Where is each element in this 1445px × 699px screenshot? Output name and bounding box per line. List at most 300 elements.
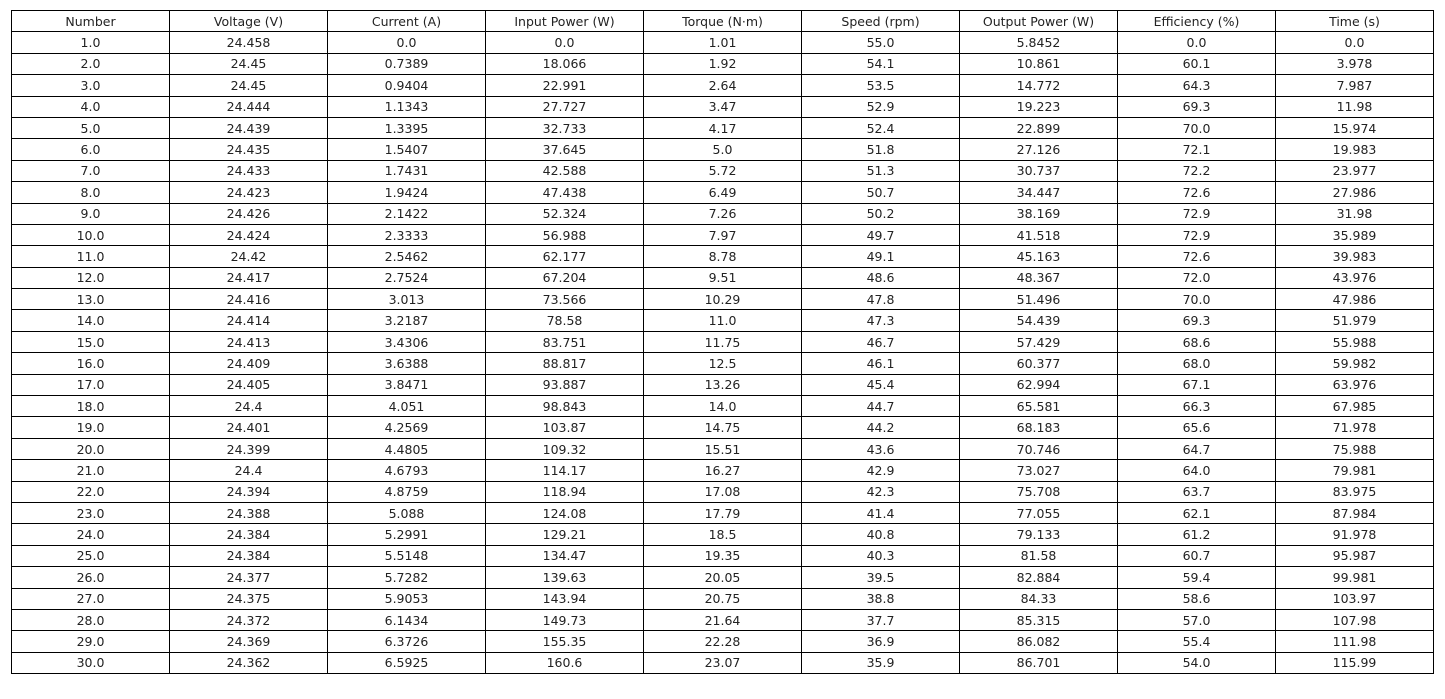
table-cell: 62.1: [1118, 502, 1276, 523]
table-row: [12, 567, 1434, 588]
table-cell: 50.2: [802, 203, 960, 224]
table-cell: 139.63: [486, 567, 644, 588]
table-row: [12, 267, 1434, 288]
table-cell: 19.0: [12, 417, 170, 438]
table-cell: 68.0: [1118, 353, 1276, 374]
table-cell: 6.3726: [328, 631, 486, 652]
table-cell: 45.4: [802, 374, 960, 395]
table-cell: 1.7431: [328, 160, 486, 181]
table-cell: 63.7: [1118, 481, 1276, 502]
table-cell: 5.5148: [328, 545, 486, 566]
table-cell: 49.1: [802, 246, 960, 267]
table-cell: 13.26: [644, 374, 802, 395]
table-cell: 52.9: [802, 96, 960, 117]
table-cell: 17.08: [644, 481, 802, 502]
table-cell: 62.994: [960, 374, 1118, 395]
table-cell: 1.5407: [328, 139, 486, 160]
table-cell: 19.35: [644, 545, 802, 566]
table-cell: 51.8: [802, 139, 960, 160]
table-cell: 60.7: [1118, 545, 1276, 566]
table-cell: 63.976: [1276, 374, 1434, 395]
table-cell: 114.17: [486, 460, 644, 481]
table-cell: 15.974: [1276, 117, 1434, 138]
table-row: [12, 417, 1434, 438]
table-cell: 19.223: [960, 96, 1118, 117]
table-cell: 2.1422: [328, 203, 486, 224]
table-cell: 16.0: [12, 353, 170, 374]
table-cell: 44.7: [802, 396, 960, 417]
table-cell: 13.0: [12, 289, 170, 310]
table-row: [12, 524, 1434, 545]
table-cell: 47.986: [1276, 289, 1434, 310]
table-cell: 39.983: [1276, 246, 1434, 267]
table-cell: 3.8471: [328, 374, 486, 395]
table-cell: 19.983: [1276, 139, 1434, 160]
table-cell: 5.72: [644, 160, 802, 181]
table-header: [12, 11, 1434, 32]
table-cell: 24.426: [170, 203, 328, 224]
table-cell: 67.985: [1276, 396, 1434, 417]
table-row: [12, 331, 1434, 352]
table-cell: 95.987: [1276, 545, 1434, 566]
table-row: [12, 32, 1434, 53]
table-row: [12, 588, 1434, 609]
table-cell: 43.976: [1276, 267, 1434, 288]
table-cell: 48.6: [802, 267, 960, 288]
table-cell: 44.2: [802, 417, 960, 438]
table-cell: 24.377: [170, 567, 328, 588]
table-row: [12, 139, 1434, 160]
table-row: [12, 652, 1434, 673]
table-cell: 18.066: [486, 53, 644, 74]
table-cell: 30.737: [960, 160, 1118, 181]
table-cell: 12.0: [12, 267, 170, 288]
table-cell: 99.981: [1276, 567, 1434, 588]
table-cell: 67.1: [1118, 374, 1276, 395]
table-cell: 2.64: [644, 75, 802, 96]
table-cell: 3.47: [644, 96, 802, 117]
table-cell: 7.97: [644, 224, 802, 245]
table-cell: 17.0: [12, 374, 170, 395]
table-row: [12, 53, 1434, 74]
table-row: [12, 374, 1434, 395]
table-row: [12, 310, 1434, 331]
table-cell: 72.2: [1118, 160, 1276, 181]
table-cell: 118.94: [486, 481, 644, 502]
table-cell: 51.496: [960, 289, 1118, 310]
table-cell: 82.884: [960, 567, 1118, 588]
table-row: [12, 289, 1434, 310]
table-cell: 20.0: [12, 438, 170, 459]
table-cell: 69.3: [1118, 96, 1276, 117]
table-cell: 10.0: [12, 224, 170, 245]
table-cell: 30.0: [12, 652, 170, 673]
table-cell: 24.409: [170, 353, 328, 374]
table-cell: 54.0: [1118, 652, 1276, 673]
table-cell: 84.33: [960, 588, 1118, 609]
table-cell: 24.405: [170, 374, 328, 395]
table-cell: 129.21: [486, 524, 644, 545]
table-cell: 39.5: [802, 567, 960, 588]
table-cell: 8.78: [644, 246, 802, 267]
table-cell: 4.2569: [328, 417, 486, 438]
motor-test-table: [11, 10, 1434, 674]
table-cell: 3.013: [328, 289, 486, 310]
table-cell: 11.0: [12, 246, 170, 267]
table-cell: 58.6: [1118, 588, 1276, 609]
table-cell: 98.843: [486, 396, 644, 417]
table-cell: 9.51: [644, 267, 802, 288]
table-cell: 3.978: [1276, 53, 1434, 74]
table-cell: 27.986: [1276, 182, 1434, 203]
column-header: Current (A): [328, 11, 486, 32]
table-cell: 45.163: [960, 246, 1118, 267]
table-row: [12, 246, 1434, 267]
table-cell: 14.772: [960, 75, 1118, 96]
table-cell: 83.751: [486, 331, 644, 352]
table-cell: 22.0: [12, 481, 170, 502]
table-cell: 79.981: [1276, 460, 1434, 481]
column-header: Voltage (V): [170, 11, 328, 32]
table-cell: 3.6388: [328, 353, 486, 374]
table-cell: 24.401: [170, 417, 328, 438]
table-cell: 86.701: [960, 652, 1118, 673]
table-cell: 14.75: [644, 417, 802, 438]
table-cell: 49.7: [802, 224, 960, 245]
column-header: Efficiency (%): [1118, 11, 1276, 32]
table-cell: 47.3: [802, 310, 960, 331]
table-cell: 27.126: [960, 139, 1118, 160]
table-cell: 40.3: [802, 545, 960, 566]
table-cell: 24.439: [170, 117, 328, 138]
table-cell: 1.3395: [328, 117, 486, 138]
table-cell: 1.1343: [328, 96, 486, 117]
table-cell: 5.2991: [328, 524, 486, 545]
table-cell: 24.416: [170, 289, 328, 310]
table-cell: 0.0: [1276, 32, 1434, 53]
table-cell: 42.588: [486, 160, 644, 181]
table-cell: 32.733: [486, 117, 644, 138]
table-cell: 59.982: [1276, 353, 1434, 374]
table-cell: 73.566: [486, 289, 644, 310]
table-cell: 87.984: [1276, 502, 1434, 523]
table-cell: 41.4: [802, 502, 960, 523]
table-cell: 35.9: [802, 652, 960, 673]
table-cell: 48.367: [960, 267, 1118, 288]
column-header: Torque (N·m): [644, 11, 802, 32]
table-row: [12, 396, 1434, 417]
table-cell: 109.32: [486, 438, 644, 459]
table-cell: 0.9404: [328, 75, 486, 96]
table-cell: 0.0: [486, 32, 644, 53]
table-cell: 52.324: [486, 203, 644, 224]
table-row: [12, 224, 1434, 245]
table-cell: 93.887: [486, 374, 644, 395]
table-cell: 20.05: [644, 567, 802, 588]
table-cell: 37.7: [802, 609, 960, 630]
table-cell: 35.989: [1276, 224, 1434, 245]
table-cell: 59.4: [1118, 567, 1276, 588]
table-cell: 27.727: [486, 96, 644, 117]
table-body: [12, 32, 1434, 674]
table-cell: 10.861: [960, 53, 1118, 74]
table-cell: 0.0: [1118, 32, 1276, 53]
table-cell: 5.0: [644, 139, 802, 160]
column-header: Input Power (W): [486, 11, 644, 32]
table-cell: 67.204: [486, 267, 644, 288]
table-cell: 65.581: [960, 396, 1118, 417]
table-cell: 0.0: [328, 32, 486, 53]
table-cell: 47.438: [486, 182, 644, 203]
table-cell: 27.0: [12, 588, 170, 609]
table-cell: 14.0: [12, 310, 170, 331]
table-cell: 11.98: [1276, 96, 1434, 117]
table-cell: 70.0: [1118, 289, 1276, 310]
table-cell: 24.388: [170, 502, 328, 523]
table-row: [12, 438, 1434, 459]
table-cell: 79.133: [960, 524, 1118, 545]
table-cell: 107.98: [1276, 609, 1434, 630]
column-header: Speed (rpm): [802, 11, 960, 32]
table-cell: 88.817: [486, 353, 644, 374]
table-cell: 72.6: [1118, 246, 1276, 267]
table-cell: 42.3: [802, 481, 960, 502]
table-cell: 20.75: [644, 588, 802, 609]
table-cell: 11.0: [644, 310, 802, 331]
table-cell: 64.3: [1118, 75, 1276, 96]
table-cell: 1.9424: [328, 182, 486, 203]
table-cell: 24.424: [170, 224, 328, 245]
table-cell: 68.183: [960, 417, 1118, 438]
table-cell: 15.51: [644, 438, 802, 459]
table-cell: 16.27: [644, 460, 802, 481]
header-row: [12, 11, 1434, 32]
table-cell: 24.45: [170, 53, 328, 74]
table-cell: 57.429: [960, 331, 1118, 352]
table-row: [12, 460, 1434, 481]
table-cell: 46.1: [802, 353, 960, 374]
table-cell: 75.708: [960, 481, 1118, 502]
table-cell: 5.0: [12, 117, 170, 138]
table-cell: 10.29: [644, 289, 802, 310]
table-cell: 77.055: [960, 502, 1118, 523]
table-cell: 1.92: [644, 53, 802, 74]
table-cell: 5.8452: [960, 32, 1118, 53]
table-row: [12, 631, 1434, 652]
table-cell: 3.2187: [328, 310, 486, 331]
table-cell: 72.9: [1118, 203, 1276, 224]
table-cell: 2.0: [12, 53, 170, 74]
table-cell: 18.5: [644, 524, 802, 545]
table-row: [12, 75, 1434, 96]
table-row: [12, 182, 1434, 203]
table-cell: 26.0: [12, 567, 170, 588]
table-cell: 7.0: [12, 160, 170, 181]
table-cell: 66.3: [1118, 396, 1276, 417]
table-cell: 24.433: [170, 160, 328, 181]
table-cell: 72.1: [1118, 139, 1276, 160]
table-cell: 2.7524: [328, 267, 486, 288]
table-cell: 24.394: [170, 481, 328, 502]
table-cell: 47.8: [802, 289, 960, 310]
table-cell: 5.9053: [328, 588, 486, 609]
table-cell: 40.8: [802, 524, 960, 545]
table-cell: 21.64: [644, 609, 802, 630]
table-cell: 64.7: [1118, 438, 1276, 459]
table-cell: 83.975: [1276, 481, 1434, 502]
table-cell: 61.2: [1118, 524, 1276, 545]
table-cell: 72.0: [1118, 267, 1276, 288]
table-cell: 52.4: [802, 117, 960, 138]
table-cell: 17.79: [644, 502, 802, 523]
table-cell: 75.988: [1276, 438, 1434, 459]
table-cell: 22.28: [644, 631, 802, 652]
table-cell: 11.75: [644, 331, 802, 352]
table-cell: 51.3: [802, 160, 960, 181]
table-cell: 7.987: [1276, 75, 1434, 96]
table-cell: 4.6793: [328, 460, 486, 481]
table-cell: 6.5925: [328, 652, 486, 673]
table-row: [12, 545, 1434, 566]
table-cell: 6.1434: [328, 609, 486, 630]
table-cell: 24.444: [170, 96, 328, 117]
table-cell: 1.01: [644, 32, 802, 53]
table-cell: 36.9: [802, 631, 960, 652]
table-cell: 23.07: [644, 652, 802, 673]
table-cell: 91.978: [1276, 524, 1434, 545]
table-cell: 6.49: [644, 182, 802, 203]
table-cell: 71.978: [1276, 417, 1434, 438]
table-cell: 70.0: [1118, 117, 1276, 138]
table-cell: 55.0: [802, 32, 960, 53]
table-cell: 4.17: [644, 117, 802, 138]
table-cell: 24.45: [170, 75, 328, 96]
table-cell: 24.372: [170, 609, 328, 630]
table-cell: 3.0: [12, 75, 170, 96]
table-cell: 24.414: [170, 310, 328, 331]
table-cell: 34.447: [960, 182, 1118, 203]
table-cell: 43.6: [802, 438, 960, 459]
table-cell: 55.988: [1276, 331, 1434, 352]
table-row: [12, 96, 1434, 117]
table-cell: 85.315: [960, 609, 1118, 630]
table-row: [12, 160, 1434, 181]
table-cell: 24.399: [170, 438, 328, 459]
column-header: Time (s): [1276, 11, 1434, 32]
table-cell: 53.5: [802, 75, 960, 96]
table-cell: 24.417: [170, 267, 328, 288]
table-cell: 29.0: [12, 631, 170, 652]
table-cell: 54.1: [802, 53, 960, 74]
table-cell: 81.58: [960, 545, 1118, 566]
table-cell: 103.97: [1276, 588, 1434, 609]
table-cell: 23.977: [1276, 160, 1434, 181]
table-cell: 64.0: [1118, 460, 1276, 481]
table-cell: 1.0: [12, 32, 170, 53]
table-cell: 24.4: [170, 460, 328, 481]
table-cell: 50.7: [802, 182, 960, 203]
table-cell: 22.991: [486, 75, 644, 96]
table-cell: 56.988: [486, 224, 644, 245]
table-cell: 62.177: [486, 246, 644, 267]
column-header: Number: [12, 11, 170, 32]
table-cell: 155.35: [486, 631, 644, 652]
table-cell: 65.6: [1118, 417, 1276, 438]
table-cell: 4.4805: [328, 438, 486, 459]
table-cell: 37.645: [486, 139, 644, 160]
table-cell: 4.8759: [328, 481, 486, 502]
table-cell: 134.47: [486, 545, 644, 566]
table-cell: 70.746: [960, 438, 1118, 459]
table-cell: 25.0: [12, 545, 170, 566]
table-cell: 60.1: [1118, 53, 1276, 74]
table-cell: 4.0: [12, 96, 170, 117]
table-cell: 5.088: [328, 502, 486, 523]
table-cell: 57.0: [1118, 609, 1276, 630]
column-header: Output Power (W): [960, 11, 1118, 32]
table-cell: 12.5: [644, 353, 802, 374]
table-cell: 41.518: [960, 224, 1118, 245]
table-cell: 8.0: [12, 182, 170, 203]
table-cell: 60.377: [960, 353, 1118, 374]
table-cell: 4.051: [328, 396, 486, 417]
table-cell: 7.26: [644, 203, 802, 224]
table-cell: 18.0: [12, 396, 170, 417]
table-cell: 24.4: [170, 396, 328, 417]
table-cell: 21.0: [12, 460, 170, 481]
table-cell: 24.369: [170, 631, 328, 652]
table-row: [12, 481, 1434, 502]
table-cell: 24.375: [170, 588, 328, 609]
table-cell: 28.0: [12, 609, 170, 630]
table-cell: 78.58: [486, 310, 644, 331]
table-cell: 55.4: [1118, 631, 1276, 652]
table-cell: 15.0: [12, 331, 170, 352]
table-cell: 42.9: [802, 460, 960, 481]
table-row: [12, 353, 1434, 374]
table-row: [12, 502, 1434, 523]
table-cell: 115.99: [1276, 652, 1434, 673]
table-cell: 14.0: [644, 396, 802, 417]
table-cell: 72.6: [1118, 182, 1276, 203]
table-cell: 103.87: [486, 417, 644, 438]
table-cell: 2.3333: [328, 224, 486, 245]
table-row: [12, 117, 1434, 138]
table-cell: 23.0: [12, 502, 170, 523]
table-cell: 24.413: [170, 331, 328, 352]
table-cell: 72.9: [1118, 224, 1276, 245]
table-cell: 24.362: [170, 652, 328, 673]
table-cell: 51.979: [1276, 310, 1434, 331]
table-cell: 22.899: [960, 117, 1118, 138]
table-cell: 143.94: [486, 588, 644, 609]
table-cell: 124.08: [486, 502, 644, 523]
table-row: [12, 203, 1434, 224]
table-cell: 24.42: [170, 246, 328, 267]
table-cell: 54.439: [960, 310, 1118, 331]
table-cell: 38.8: [802, 588, 960, 609]
table-cell: 9.0: [12, 203, 170, 224]
table-cell: 6.0: [12, 139, 170, 160]
motor-test-table-container: [11, 10, 1434, 674]
table-cell: 3.4306: [328, 331, 486, 352]
table-cell: 24.0: [12, 524, 170, 545]
table-cell: 46.7: [802, 331, 960, 352]
table-cell: 2.5462: [328, 246, 486, 267]
table-cell: 86.082: [960, 631, 1118, 652]
table-cell: 5.7282: [328, 567, 486, 588]
table-cell: 24.458: [170, 32, 328, 53]
